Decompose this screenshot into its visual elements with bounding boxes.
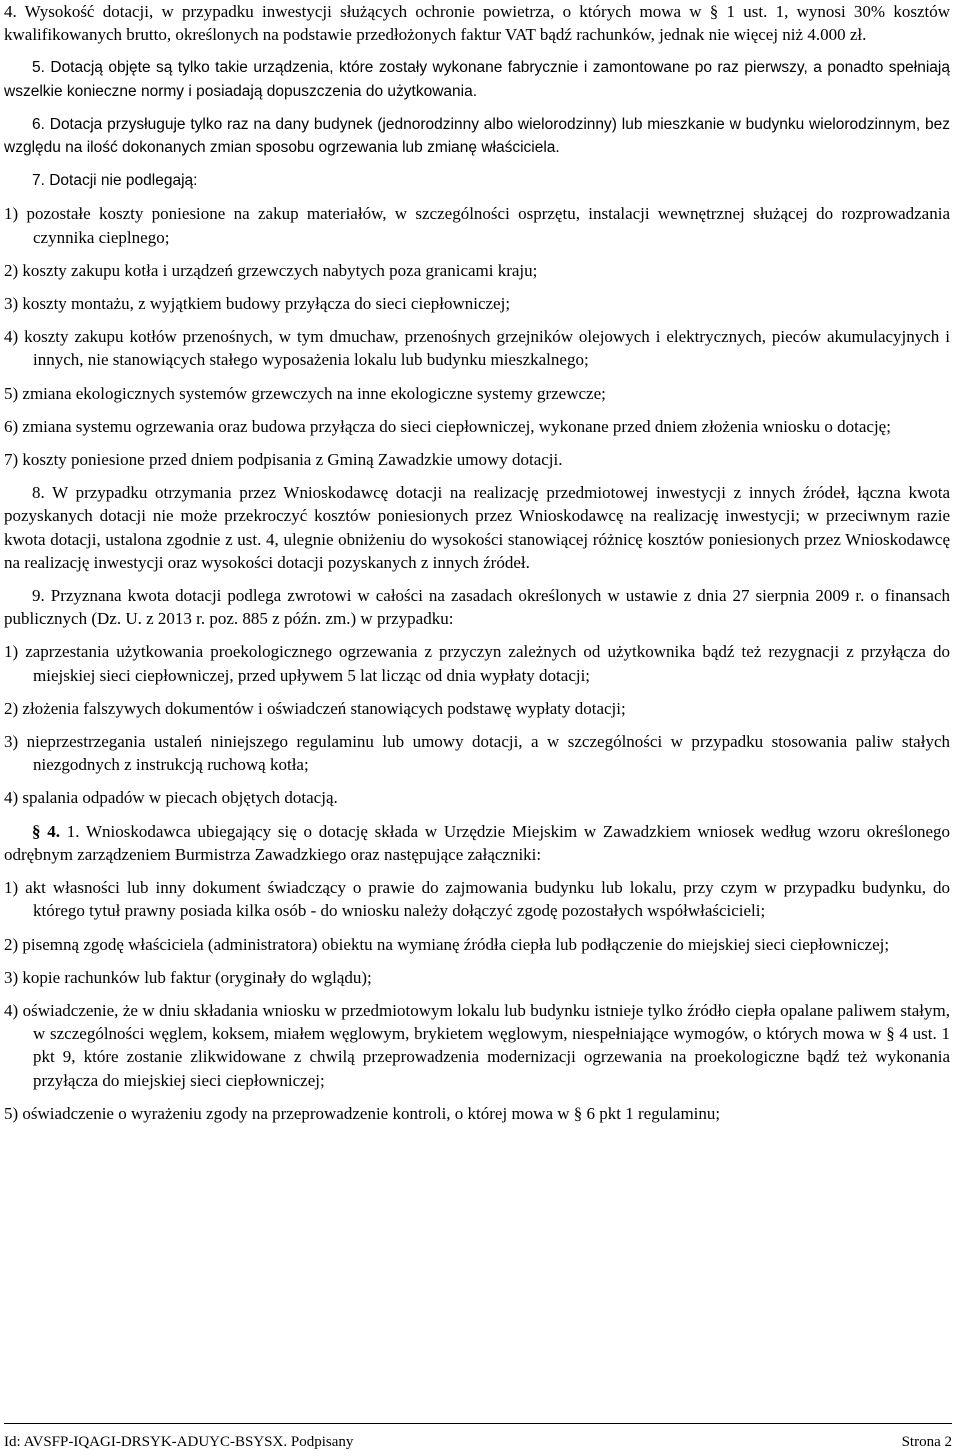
list-item: 3) kopie rachunków lub faktur (oryginały do wglądu);: [4, 967, 372, 987]
paragraph-9: 9. Przyznana kwota dotacji podlega zwrotowi w całości na zasadach określonych w ustawie z dnia 27 sierpnia 2009 r. o finansach publicznych (Dz. U. z 2013 r. poz. 885 z późn. zm.) w przypadku:: [4, 586, 950, 629]
list-item: 1) pozostałe koszty poniesione na zakup materiałów, w szczególności osprzętu, instalacji wewnętrznej służącej do rozprowadzania czynnika cieplnego;: [4, 204, 950, 247]
list-item: 4) koszty zakupu kotłów przenośnych, w tym dmuchaw, przenośnych grzejników olejowych i elektrycznych, pieców akumulacyjnych i innych, nie stanowiących stałego wyposażenia lokalu lub budynku mieszkalnego;: [4, 327, 950, 370]
list-item: 1) akt własności lub inny dokument świadczący o prawie do zajmowania budynku lub lokalu, przy czym w przypadku budynku, do którego tytuł prawny posiada kilka osób - do wniosku należy dołączyć zgodę pozostałych współwłaścicieli;: [4, 878, 950, 921]
list-item: 6) zmiana systemu ogrzewania oraz budowa przyłącza do sieci ciepłowniczej, wykonane przed dniem złożenia wniosku o dotację;: [4, 416, 891, 436]
section-4-marker: § 4.: [32, 821, 61, 841]
paragraph-4: 4. Wysokość dotacji, w przypadku inwestycji służących ochronie powietrza, o których mowa w § 1 ust. 1, wynosi 30% kosztów kwalifikowanych brutto, określonych na podstawie przedłożonych faktur VAT bądź rachunków, jednak nie więcej niż 4.000 zł.: [4, 2, 950, 45]
document-body: [4, 0, 950, 1125]
list-item: 5) oświadczenie o wyrażeniu zgody na przeprowadzenie kontroli, o której mowa w § 6 pkt 1 regulaminu;: [4, 1103, 721, 1123]
paragraph-5: 5. Dotacją objęte są tylko takie urządzenia, które zostały wykonane fabrycznie i zamontowane po raz pierwszy, a ponadto spełniają wszelkie konieczne normy i posiadają dopuszczenia do użytkowania.: [4, 59, 950, 100]
list-item: 1) zaprzestania użytkowania proekologicznego ogrzewania z przyczyn zależnych od użytkownika bądź też rezygnacji z przyłącza do miejskiej sieci ciepłowniczej, przed upływem 5 lat licząc od dnia wypłaty dotacji;: [4, 642, 950, 685]
paragraph-8: 8. W przypadku otrzymania przez Wnioskodawcę dotacji na realizację przedmiotowej inwestycji z innych źródeł, łączna kwota pozyskanych dotacji nie może przekroczyć kosztów poniesionych przez Wnioskodawcę na realizację inwestycji; w przeciwnym razie kwota dotacji, ustalona zgodnie z ust. 4, ulegnie obniżeniu do wysokości stanowiącej różnicę kosztów poniesionych przez Wnioskodawcę na realizację inwestycji oraz wysokości dotacji pozyskanych z innych źródeł.: [4, 483, 950, 572]
refund-list: [4, 640, 950, 809]
page-footer: [4, 1432, 952, 1452]
paragraph-7: 7. Dotacji nie podlegają:: [32, 172, 198, 190]
list-item: 3) nieprzestrzegania ustaleń niniejszego regulaminu lub umowy dotacji, a w szczególności w przypadku stosowania paliw stałych niezgodnych z instrukcją ruchową kotła;: [4, 732, 950, 775]
section-4-text: 1. Wnioskodawca ubiegający się o dotację składa w Urzędzie Miejskim w Zawadzkiem wniosek według wzoru określonego odrębnym zarządzeniem Burmistrza Zawadzkiego oraz następujące załączniki:: [4, 821, 951, 864]
exclusions-list: [4, 202, 950, 471]
list-item: 2) pisemną zgodę właściciela (administratora) obiektu na wymianę źródła ciepła lub podłączenie do miejskiej sieci ciepłowniczej;: [4, 934, 890, 954]
list-item: 4) oświadczenie, że w dniu składania wniosku w przedmiotowym lokalu lub budynku istnieje tylko źródło ciepła opalane paliwem stałym, w szczególności węglem, koksem, miałem węglowym, brykietem węglowym, niespełniające wymogów, o których mowa w § 4 ust. 1 pkt 9, które zostanie zlikwidowane z chwilą przeprowadzenia modernizacji ogrzewania na proekologiczne bądź też wykonania przyłącza do miejskiej sieci ciepłowniczej;: [4, 1000, 950, 1090]
list-item: 2) złożenia falszywych dokumentów i oświadczeń stanowiących podstawę wypłaty dotacji;: [4, 698, 626, 718]
list-item: 4) spalania odpadów w piecach objętych dotacją.: [4, 788, 338, 808]
paragraph-6: 6. Dotacja przysługuje tylko raz na dany budynek (jednorodzinny albo wielorodzinny) lub mieszkanie w budynku wielorodzinnym, bez względu na ilość dokonanych zmian sposobu ogrzewania lub zmianę właściciela.: [4, 115, 950, 157]
list-item: 3) koszty montażu, z wyjątkiem budowy przyłącza do sieci ciepłowniczej;: [4, 294, 511, 314]
list-item: 2) koszty zakupu kotła i urządzeń grzewczych nabytych poza granicami kraju;: [4, 260, 538, 280]
list-item: 5) zmiana ekologicznych systemów grzewczych na inne ekologiczne systemy grzewcze;: [4, 383, 606, 403]
section-4-paragraph: [4, 820, 950, 866]
document-id: Id: AVSFP-IQAGI-DRSYK-ADUYC-BSYSX. Podpisany: [4, 1434, 354, 1450]
attachments-list: [4, 876, 950, 1125]
list-item: 7) koszty poniesione przed dniem podpisania z Gminą Zawadzkie umowy dotacji.: [4, 450, 563, 470]
page-number: Strona 2: [901, 1434, 952, 1450]
footer-divider: [4, 1423, 952, 1424]
